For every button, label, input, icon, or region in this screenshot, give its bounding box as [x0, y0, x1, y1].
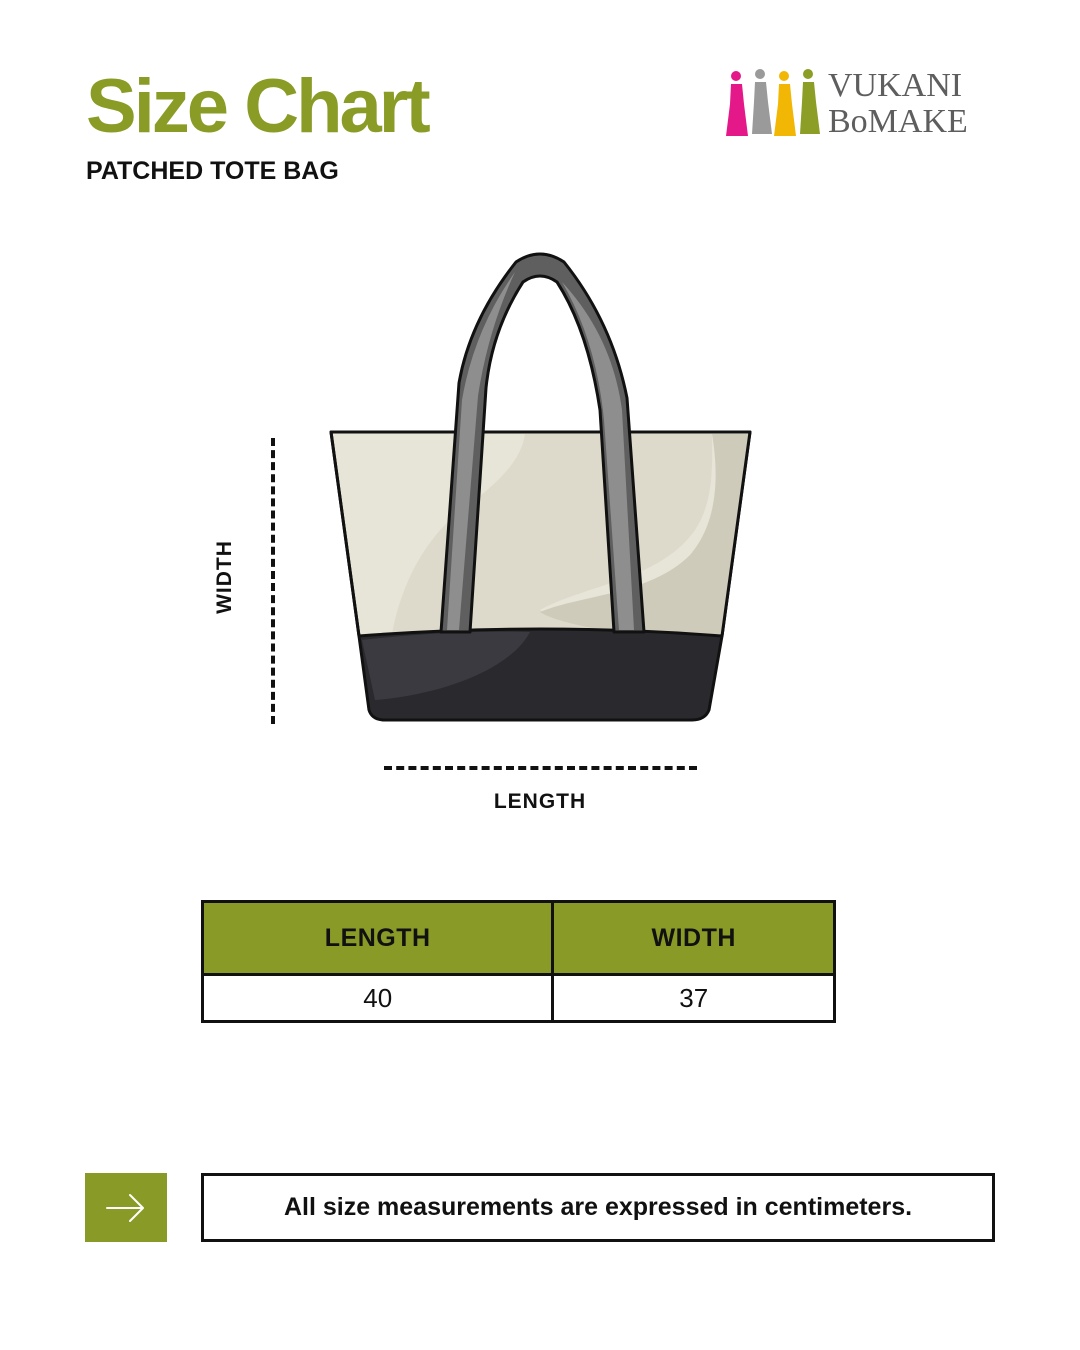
brand-logo	[722, 66, 1002, 146]
brand-name-line1: VUKANI	[828, 67, 963, 104]
dancer-figure	[774, 71, 796, 136]
measurement-note	[201, 1173, 995, 1242]
table-header-row	[203, 902, 835, 975]
note-arrow-badge	[85, 1173, 167, 1242]
length-label: LENGTH	[493, 790, 587, 813]
width-value: 37	[553, 975, 835, 1022]
brand-name-line2: BoMAKE	[828, 103, 968, 140]
size-table	[201, 900, 836, 1023]
brand-wordmark	[828, 68, 968, 140]
page-title: Size Chart	[86, 64, 428, 149]
dancer-figure	[726, 71, 748, 136]
width-dimension-line	[271, 438, 275, 724]
product-name: PATCHED TOTE BAG	[86, 157, 339, 185]
dancer-figure	[752, 69, 772, 134]
column-header-width: WIDTH	[553, 902, 835, 975]
measurement-note-text: All size measurements are expressed in centimeters.	[283, 1193, 913, 1221]
tote-bag-illustration	[320, 250, 760, 730]
dancers-logo-icon	[722, 66, 822, 146]
table-row	[203, 975, 835, 1022]
column-header-length: LENGTH	[203, 902, 553, 975]
dancer-figure	[800, 69, 820, 134]
width-label: WIDTH	[213, 540, 236, 614]
arrow-right-icon	[105, 1193, 147, 1223]
length-value: 40	[203, 975, 553, 1022]
length-dimension-line	[384, 766, 697, 770]
